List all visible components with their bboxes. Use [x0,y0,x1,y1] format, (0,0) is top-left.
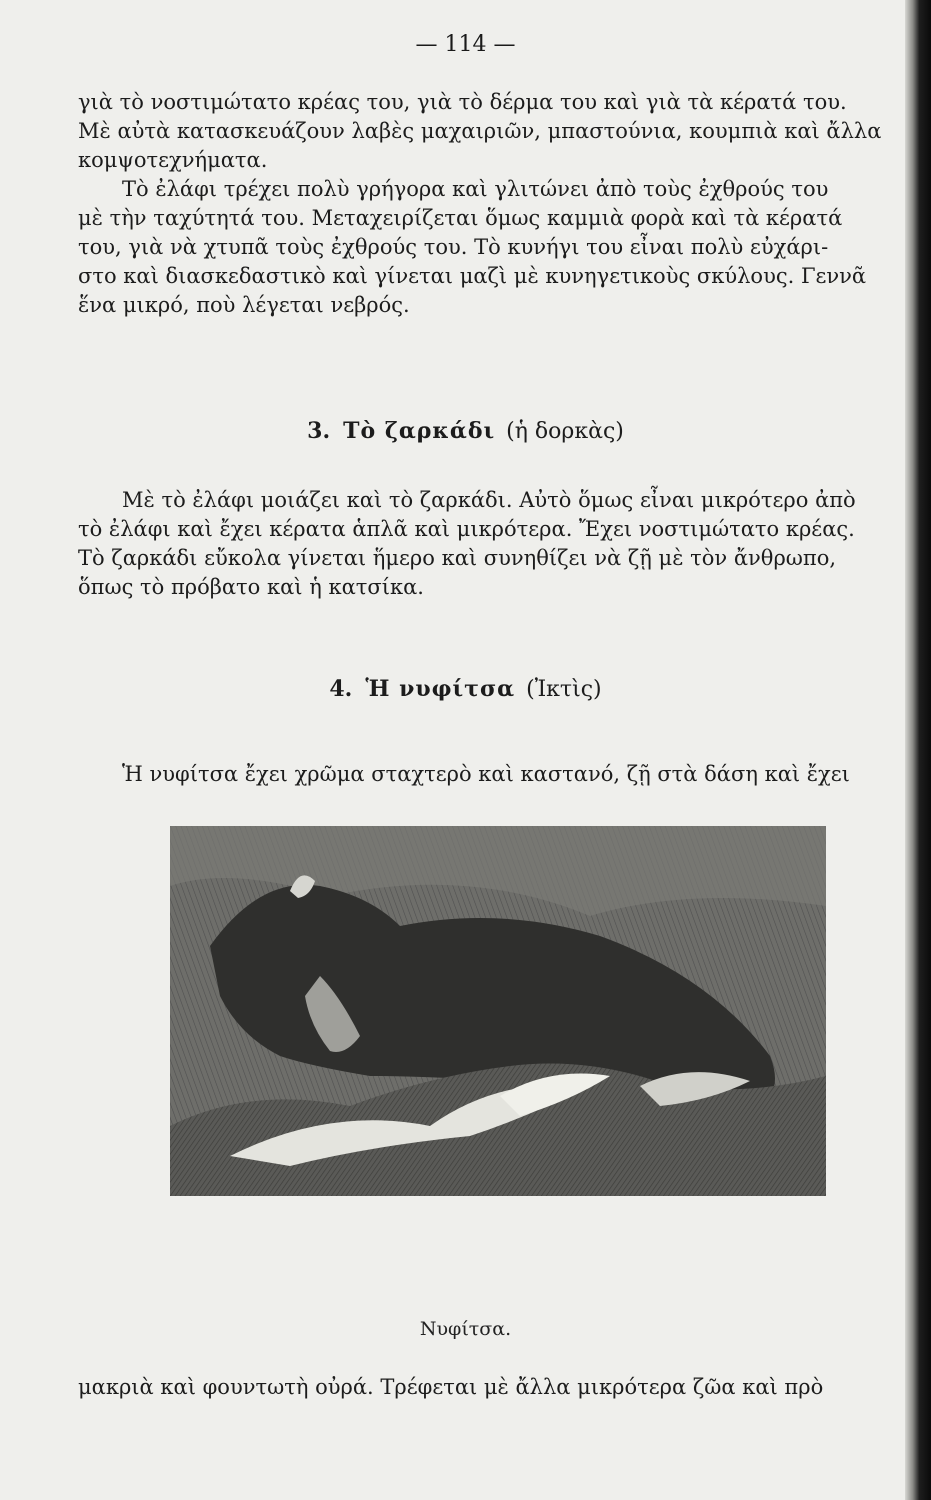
weasel-illustration [170,826,826,1196]
section-heading-roe-deer [0,418,931,444]
paragraph-roe-deer [78,486,900,602]
page-number: — 114 — [415,32,516,57]
paragraph-weasel-continued [78,1373,900,1402]
text-line: του, γιὰ νὰ χτυπᾶ τοὺς ἐχθρούς του. Τὸ κυνήγι του εἶναι πολὺ εὐχάρι- [78,235,829,259]
text-line: Μὲ αὐτὰ κατασκευάζουν λαβὲς μαχαιριῶν, μπαστούνια, κουμπιὰ καὶ ἄλλα [78,119,882,143]
text-line: τὸ ἐλάφι καὶ ἔχει κέρατα ἁπλᾶ καὶ μικρότερα. Ἔχει νοστιμώτατο κρέας. [78,517,855,541]
section-heading-weasel [0,676,931,702]
section-alt-name: (Ἰκτὶς) [526,677,602,702]
section-title: Ἡ νυφίτσα [365,676,516,702]
paragraph-deer [78,88,900,320]
text-line: μακριὰ καὶ φουντωτὴ οὐρά. Τρέφεται μὲ ἄλλα μικρότερα ζῶα καὶ πρὸ [78,1375,824,1399]
figure-caption: Νυφίτσα. [419,1318,512,1340]
text-line: γιὰ τὸ νοστιμώτατο κρέας του, γιὰ τὸ δέρμα του καὶ γιὰ τὰ κέρατά του. [78,90,847,114]
section-number: 3. [307,418,331,444]
text-line: Ἡ νυφίτσα ἔχει χρῶμα σταχτερὸ καὶ καστανό, ζῇ στὰ δάση καὶ ἔχει [122,762,850,786]
text-line: Μὲ τὸ ἐλάφι μοιάζει καὶ τὸ ζαρκάδι. Αὐτὸ ὅμως εἶναι μικρότερο ἀπὸ [122,488,856,512]
text-line: Τὸ ἐλάφι τρέχει πολὺ γρήγορα καὶ γλιτώνει ἀπὸ τοὺς ἐχθρούς του [122,177,829,201]
text-line: στο καὶ διασκεδαστικὸ καὶ γίνεται μαζὶ μὲ κυνηγετικοὺς σκύλους. Γεννᾶ [78,264,867,288]
paragraph-weasel [78,760,900,789]
text-line: Τὸ ζαρκάδι εὔκολα γίνεται ἥμερο καὶ συνηθίζει νὰ ζῇ μὲ τὸν ἄνθρωπο, [78,546,837,570]
section-alt-name: (ἡ δορκὰς) [506,419,624,444]
text-line: κομψοτεχνήματα. [78,148,268,172]
text-line: ἕνα μικρό, ποὺ λέγεται νεβρός. [78,293,410,317]
text-line: ὅπως τὸ πρόβατο καὶ ἡ κατσίκα. [78,575,424,599]
section-title: Τὸ ζαρκάδι [343,418,496,444]
weasel-engraving-image [170,826,826,1196]
text-line: μὲ τὴν ταχύτητά του. Μεταχειρίζεται ὅμως καμμιὰ φορὰ καὶ τὰ κέρατά [78,206,843,230]
section-number: 4. [329,676,353,702]
page-binding-edge [905,0,931,1500]
